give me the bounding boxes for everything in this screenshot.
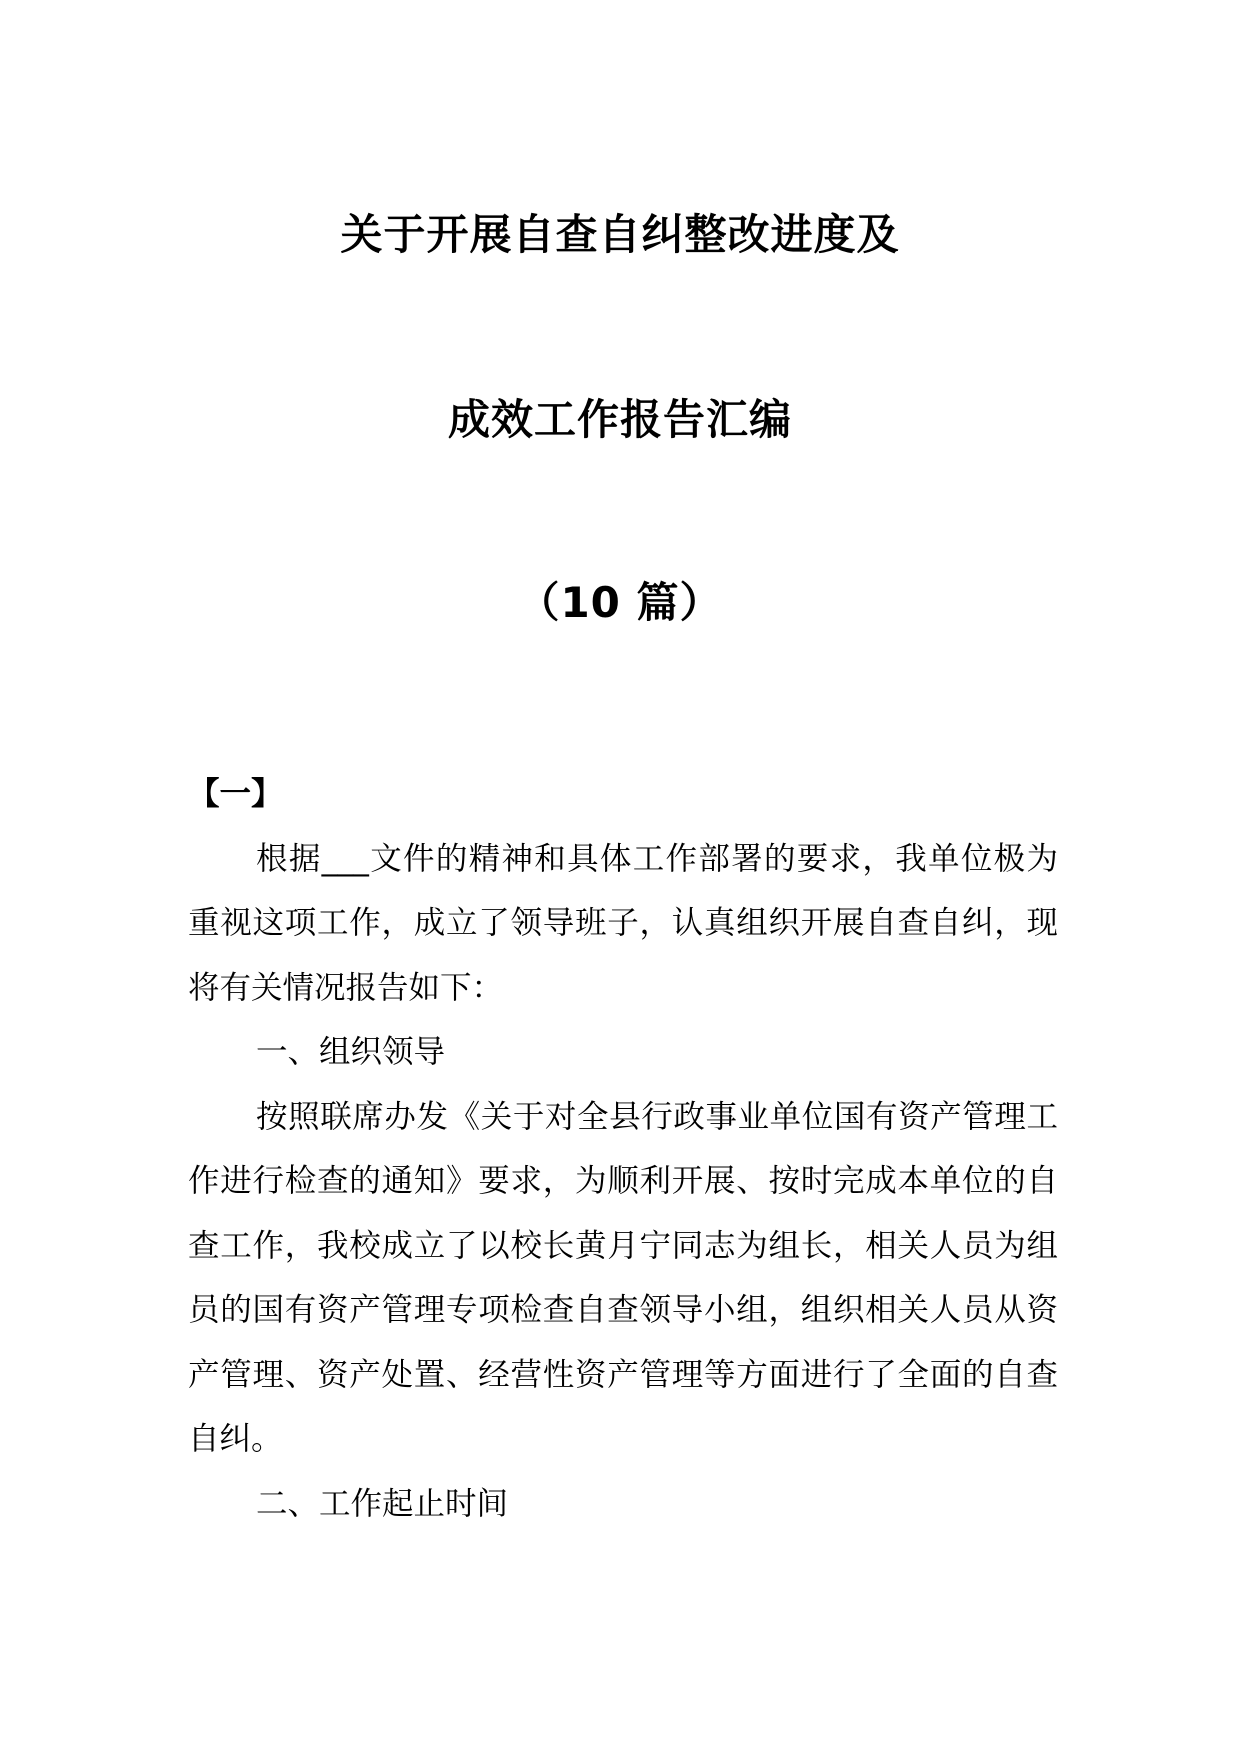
heading-organization: 一、组织领导 bbox=[256, 1034, 446, 1070]
title-line-1: 关于开展自查自纠整改进度及 bbox=[340, 210, 900, 259]
paragraph-intro: 根据___文件的精神和具体工作部署的要求，我单位极为重视这项工作，成立了领导班子，认真组织开展自查自纠，现将有关情况报告如下： bbox=[188, 840, 1058, 1006]
title-line-3: （10 篇） bbox=[517, 578, 723, 627]
heading-work-period: 二、工作起止时间 bbox=[256, 1485, 509, 1522]
title-line-2: 成效工作报告汇编 bbox=[447, 395, 792, 444]
section-mark: 【一】 bbox=[188, 776, 283, 812]
document-body bbox=[188, 762, 1058, 1536]
paragraph-organization: 按照联席办发《关于对全县行政事业单位国有资产管理工作进行检查的通知》要求，为顺利开展、按时完成本单位的自查工作，我校成立了以校长黄月宁同志为组长，相关人员为组员的国有资产管理专项检查自查领导小组，组织相关人员从资产管理、资产处置、经营性资产管理等方面进行了全面的自查自纠。 bbox=[188, 1098, 1058, 1457]
